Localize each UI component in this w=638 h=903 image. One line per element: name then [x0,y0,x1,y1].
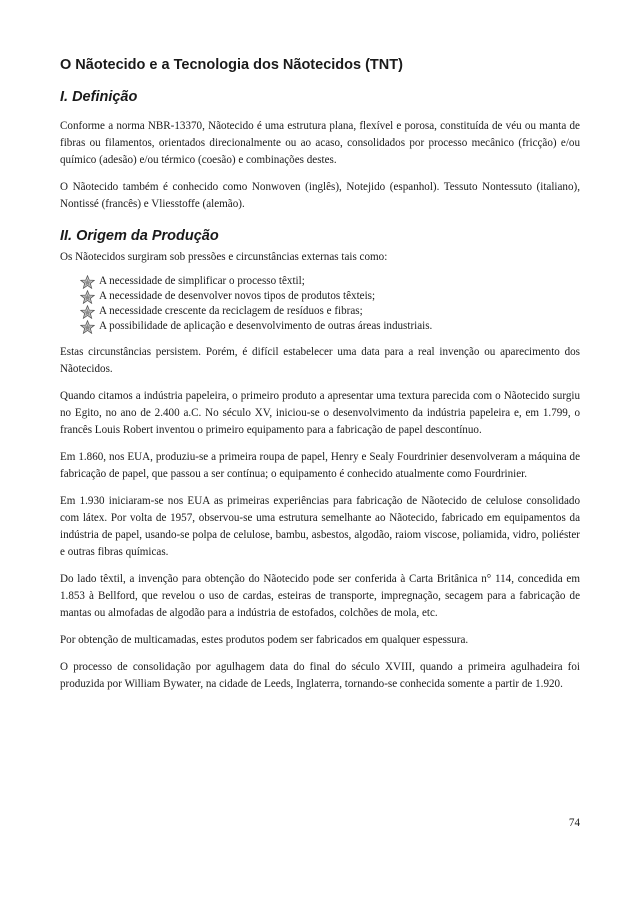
paragraph: O processo de consolidação por agulhagem data do final do século XVIII, quando a primeira agulhadeira foi produzida por William Bywater, na cidade de Leeds, Inglaterra, tornando-se conhecida somente a partir de 1.920. [60,661,580,690]
list-item [80,289,580,304]
list-item-text: A necessidade crescente da reciclagem de resíduos e fibras; [99,305,363,317]
paragraph: Por obtenção de multicamadas, estes produtos podem ser fabricados em qualquer espessura. [60,634,469,646]
section-heading-origin: II. Origem da Produção [60,228,219,244]
list-item-text: A necessidade de simplificar o processo têxtil; [99,275,305,287]
list-item-text: A necessidade de desenvolver novos tipos de produtos têxteis; [99,290,376,302]
document-title: O Nãotecido e a Tecnologia dos Nãotecidos (TNT) [60,57,403,73]
star-icon [80,320,95,334]
paragraph: Quando citamos a indústria papeleira, o primeiro produto a apresentar uma textura parecida com o Nãotecido surgiu no Egito, no ano de 2.400 a.C. No século XV, iniciou-se o desenvolvimento da indústria papeleira e, em 1.799, o francês Louis Robert inventou o primeiro equipamento para a fabricação de papel descontínuo. [60,390,580,436]
paragraph: Estas circunstâncias persistem. Porém, é difícil estabelecer uma data para a real invenção ou aparecimento dos Nãotecidos. [60,346,580,375]
list-item [80,304,580,319]
list-item [80,274,580,289]
paragraph: Os Nãotecidos surgiram sob pressões e circunstâncias externas tais como: [60,251,388,263]
section-heading-definition: I. Definição [60,89,138,105]
paragraph: Conforme a norma NBR-13370, Nãotecido é uma estrutura plana, flexível e porosa, constituída de véu ou manta de fibras ou filamentos, orientados direcionalmente ou ao acaso, consolidados por processo mecânico (fricção) e/ou químico (adesão) e/ou térmico (coesão) e combinações destes. [60,120,580,166]
star-icon [80,275,95,289]
section-definition [60,88,580,213]
bullet-list [60,274,580,334]
document-page [60,56,580,703]
paragraph: Em 1.860, nos EUA, produziu-se a primeira roupa de papel, Henry e Sealy Fourdrinier desenvolveram a máquina de fabricação de papel, que passou a ser contínua; o equipamento é conhecido atualmente como Fourdrinier. [60,451,580,480]
list-item [80,319,580,334]
list-item-text: A possibilidade de aplicação e desenvolvimento de outras áreas industriais. [99,320,433,332]
star-icon [80,305,95,319]
star-icon [80,290,95,304]
paragraph: O Nãotecido também é conhecido como Nonwoven (inglês), Notejido (espanhol). Tessuto Nontessuto (italiano), Nontissé (francês) e Vliesstoffe (alemão). [60,181,580,210]
paragraph: Em 1.930 iniciaram-se nos EUA as primeiras experiências para fabricação de Nãotecido de celulose consolidado com látex. Por volta de 1957, observou-se uma estrutura semelhante ao Nãotecido, fabricado em equipamentos da indústria de papel, usando-se polpa de celulose, bambu, asbestos, algodão, raiom viscose, poliamida, vidro, poliéster e outras fibras químicas. [60,495,580,558]
paragraph: Do lado têxtil, a invenção para obtenção do Nãotecido pode ser conferida à Carta Britânica n° 114, concedida em 1.853 à Bellford, que revelou o uso de cardas, esteiras de transporte, impregnação, secagem para a fabricação de mantas ou almofadas de algodão para a indústria de estofados, colchões de mola, etc. [60,573,580,619]
page-number: 74 [568,817,580,829]
section-origin [60,227,580,693]
